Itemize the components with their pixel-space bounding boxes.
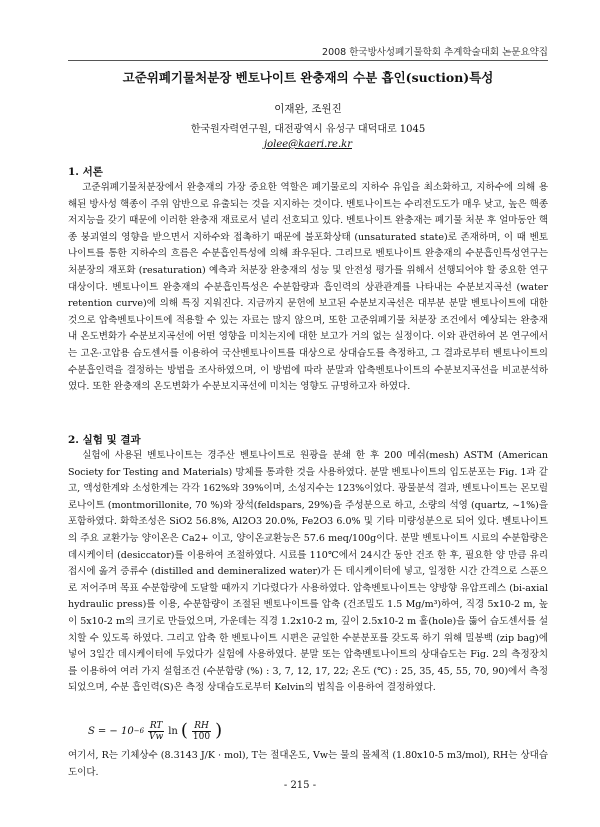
introduction-paragraph: 고준위폐기물처분장에서 완충재의 가장 중요한 역할은 폐기물로의 지하수 유입을 최소화하고, 지하수에 의해 용해된 방사성 핵종이 주위 암반으로 유출되는 것을 지지하는 것이다. 벤토나이트는 수리전도도가 매우 낮고, 높은 핵종저지능을 갖기 때문에 이러한 완충재 재료로서 널리 선호되고 있다. 벤토나이트 완충재는 폐기물 처분 후 얼마동안 핵종 붕괴열의 영향을 받으면서 지하수와 접촉하기 때문에 불포화상태 (unsaturated state)로 존재하며, 이 때 벤토나이트를 통한 지하수의 흐름은 수분흡인특성에 의해 좌우된다. 그리므로 벤토나이트 완충재의 수분흡인특성연구는 처분장의 재포화 (resaturation) 예측과 처분장 완충재의 성능 및 안전성 평가를 위해서 선행되어야 할 중요한 연구대상이다. 벤토나이트 완충재의 수분흡인특성은 수분함량과 흡인력의 상관관계를 나타내는 수분보지곡선 (water retention curve)에 의해 특징 지워진다. 지금까지 문헌에 보고된 수분보지곡선은 대부분 분말 벤토나이트에 대한 것으로 압축벤토나이트에 적용할 수 있는 자료는 많지 않으며, 또한 고준위폐기물 처분장 조건에서 예상되는 완충재 내 온도변화가 수분보지곡선에 어떤 영향을 미치는지에 대한 보고가 거의 없는 실정이다. 이와 관련하여 본 연구에서는 고온·고압용 습도센서를 이용하여 국산벤토나이트를 대상으로 상대습도를 측정하고, 그 결과로부터 벤토나이트의 수분흡인력을 결정하는 방법을 조사하였으며, 이 방법에 따라 분말과 압축벤토나이트의 수분보지곡선을 비교분석하였다. 또한 완충재의 온도변화가 수분보지곡선에 미치는 영향도 규명하고자 하였다. [68,182,548,393]
equation-arg-numerator: RH [194,720,209,731]
paper-email [68,139,548,150]
equation-log: ln [168,725,178,737]
equation-lhs: S [88,725,95,737]
equation-frac-denominator: Vw [149,731,164,742]
equation-fraction [147,721,165,742]
experiment-paragraph: 실험에 사용된 벤토나이트는 경주산 벤토나이트로 원광을 분쇄 한 후 200 메쉬(mesh) ASTM (American Society for Testing and Materials) 망체를 통과한 것을 사용하였다. 분말 벤토나이트의 입도분포는 Fig. 1과 같고, 액성한계와 소성한계는 각각 162%와 39%이며, 소성지수는 123%이었다. 광물분석 결과, 벤토나이트는 몬모릴로나이트 (montmorillonite, 70 %)와 장석(feldspars, 29%)을 주성분으로 하고, 소량의 석영 (quartz, ~1%)을 포함하였다. 화학조성은 SiO2 56.8%, Al2O3 20.0%, Fe2O3 6.0% 및 기타 미량성분으로 되어 있다. 벤토나이트의 주요 교환가능 양이온은 Ca2+ 이고, 양이온교환능은 57.6 meq/100g이다. 분말 벤토나이트 시료의 수분함량은 데시케이터 (desiccator)를 이용하여 조절하였다. 시료를 110℃에서 24시간 동안 건조 한 후, 필요한 양 만큼 유리접시에 옮겨 증류수 (distilled and demineralized water)가 든 데시케이터에 넣고, 일정한 시간 간격으로 스푼으로 저어주며 목표 수분함량에 도달할 때까지 기다렸다가 사용하였다. 압축벤토나이트는 양방향 유압프레스 (bi-axial hydraulic press)를 이용, 수분함량이 조절된 벤토나이트를 압축 (건조밀도 1.5 Mg/m³)하여, 직경 5x10-2 m, 높이 5x10-2 m의 크기로 만들었으며, 가운데는 직경 1.2x10-2 m, 깊이 2.5x10-2 m 홀(hole)을 뚫어 습도센서를 설치할 수 있도록 하였다. 그리고 압축 한 벤토나이트 시편은 균일한 수분분포를 갖도록 하기 위해 밀봉백 (zip bag)에 넣어 3일간 데시케이터에 두었다가 실험에 사용하였다. 분말 또는 압축벤토나이트의 상대습도는 Fig. 2의 측정장치를 이용하여 여러 가지 설험조건 (수분함량 (%) : 3, 7, 12, 17, 22; 온도 (℃) : 25, 35, 45, 55, 70, 90)에서 측정되었으며, 수분 흡인력(S)은 측정 상대습도로부터 Kelvin의 법칙을 이용하여 결정하였다. [68,450,548,694]
paper-title: 고준위폐기물처분장 벤토나이트 완충재의 수분 흡인(suction)특성 [122,70,494,85]
equation-exponent: −6 [133,727,145,735]
equation-equals: = − 10 [97,725,134,737]
running-header: 2008 한국방사성폐기물학회 추계학술대회 논문요약집 [322,47,548,58]
equation-argument [191,721,212,742]
page-number: - 215 - [283,780,317,791]
section-heading-introduction: 1. 서론 [68,166,103,178]
paper-authors: 이재완, 조원진 [274,103,342,115]
variable-definitions: 여기서, R는 기체상수 (8.3143 J/K · mol), T는 절대온도, Vw는 물의 몰체적 (1.80x10-5 m3/mol), RH는 상대습도이다. [68,750,548,778]
section-heading-experiment: 2. 실험 및 결과 [68,434,141,446]
equation-frac-numerator: RT [149,720,163,731]
kelvin-equation [88,714,222,748]
equation-arg-denominator: 100 [192,731,211,742]
paper-affiliation: 한국원자력연구원, 대전광역시 유성구 대덕대로 1045 [190,124,426,135]
header-rule [68,60,548,61]
email-link[interactable]: jolee@kaeri.re.kr [264,139,352,150]
equation-paren-close: ) [215,720,223,741]
equation-paren-open: ( [180,720,188,741]
